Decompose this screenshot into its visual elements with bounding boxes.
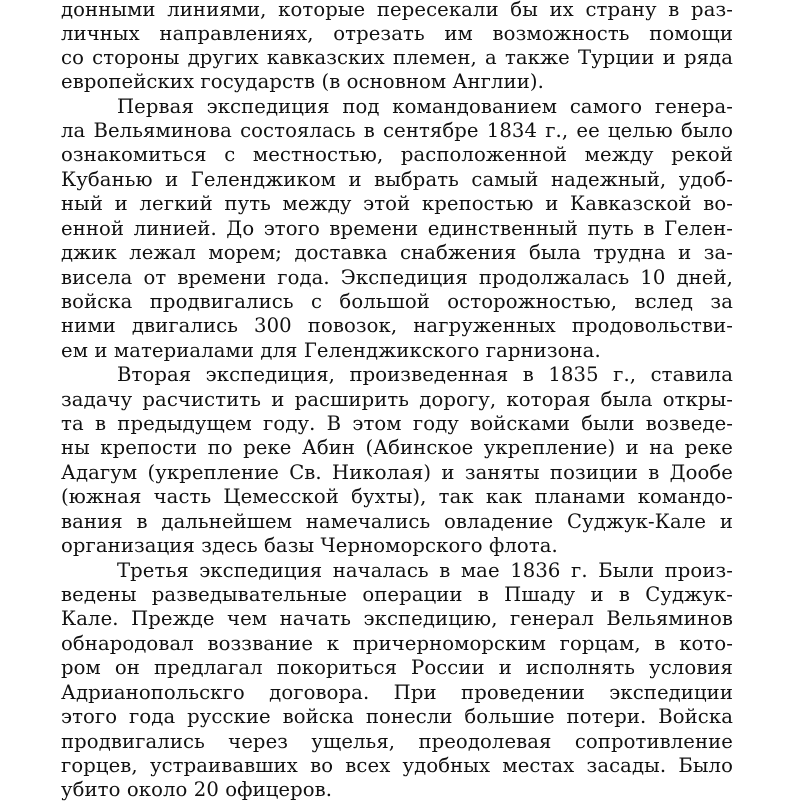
- text-line-29: Адрианопольскго договора. При проведении экспедиции: [61, 681, 733, 704]
- text-line-12: висела от времени года. Экспедиция продолжалась 10 дней,: [61, 266, 733, 289]
- text-line-32: горцев, устраивавших во всех удобных местах засады. Было: [61, 754, 733, 777]
- text-line-8: Кубанью и Геленджиком и выбрать самый надежный, удоб-: [61, 168, 733, 191]
- text-line-3: со стороны других кавказских племен, а также Турции и ряда: [61, 46, 733, 69]
- text-line-14: ними двигались 300 повозок, нагруженных продовольстви-: [61, 314, 733, 337]
- text-line-30: этого года русские войска понесли большие потери. Войска: [61, 705, 733, 728]
- text-line-31: продвигались через ущелья, преодолевая сопротивление: [61, 730, 733, 753]
- text-line-22: вания в дальнейшем намечались овладение Суджук-Кале и: [61, 510, 733, 533]
- text-line-13: войска продвигались с большой осторожностью, вслед за: [61, 290, 733, 313]
- paragraph-start-line: Третья экспедиция началась в мае 1836 г. Были произ-: [117, 559, 733, 582]
- text-line-25: ведены разведывательные операции в Пшаду и в Суджук-: [61, 583, 733, 606]
- text-line-15: ем и материалами для Геленджикского гарнизона.: [61, 339, 601, 362]
- text-line-2: личных направлениях, отрезать им возможность помощи: [61, 22, 733, 45]
- text-line-33: убито около 20 офицеров.: [61, 778, 333, 801]
- text-line-21: (южная часть Цемесской бухты), так как планами командо-: [61, 485, 733, 508]
- text-line-1: донными линиями, которые пересекали бы их страну в раз-: [61, 0, 733, 21]
- text-line-6: ла Вельяминова состоялась в сентябре 1834 г., ее целью было: [61, 119, 733, 142]
- text-line-18: та в предыдущем году. В этом году войсками были возведе-: [61, 412, 733, 435]
- text-line-28: ром он предлагал покориться России и исполнять условия: [61, 656, 733, 679]
- text-line-4: европейских государств (в основном Англии).: [61, 70, 544, 93]
- text-line-11: джик лежал морем; доставка снабжения была трудна и за-: [61, 241, 733, 264]
- text-line-9: ный и легкий путь между этой крепостью и Кавказской во-: [61, 192, 733, 215]
- text-line-7: ознакомиться с местностью, расположенной между рекой: [61, 143, 733, 166]
- text-line-20: Адагум (укрепление Св. Николая) и заняты позиции в Дообе: [61, 461, 733, 484]
- paragraph-start-line: Первая экспедиция под командованием самого генера-: [117, 95, 733, 118]
- text-line-23: организация здесь базы Черноморского флота.: [61, 534, 558, 557]
- text-line-27: обнародовал воззвание к причерноморским горцам, в кото-: [61, 632, 733, 655]
- text-line-26: Кале. Прежде чем начать экспедицию, генерал Вельяминов: [61, 607, 733, 630]
- text-line-17: задачу расчистить и расширить дорогу, которая была откры-: [61, 388, 733, 411]
- paragraph-start-line: Вторая экспедиция, произведенная в 1835 г., ставила: [117, 363, 733, 386]
- text-line-19: ны крепости по реке Абин (Абинское укрепление) и на реке: [61, 436, 733, 459]
- text-line-10: енной линией. До этого времени единственный путь в Гелен-: [61, 217, 733, 240]
